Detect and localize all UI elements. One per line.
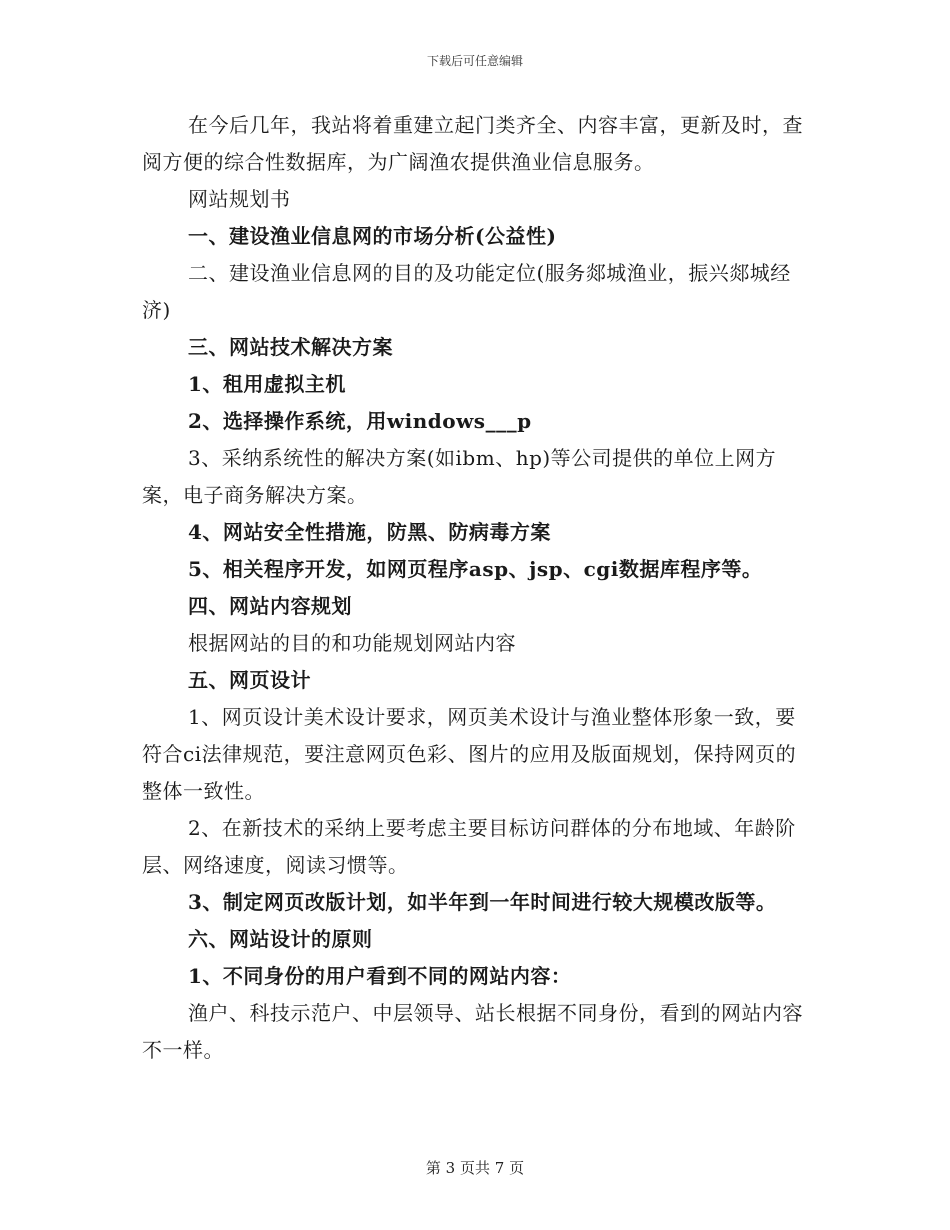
item-new-technology: 2、在新技术的采纳上要考虑主要目标访问群体的分布地域、年龄阶层、网络速度，阅读习惯等。 (142, 816, 796, 877)
item-security: 4、网站安全性措施，防黑、防病毒方案 (188, 520, 551, 544)
paragraph-plan-title: 网站规划书 (188, 187, 291, 211)
heading-section-6: 六、网站设计的原则 (188, 927, 373, 951)
heading-section-1: 一、建设渔业信息网的市场分析(公益性) (188, 224, 557, 248)
item-operating-system: 2、选择操作系统，用windows___p (188, 409, 532, 433)
page-header: 下载后可任意编辑 (426, 54, 523, 68)
item-solution: 3、采纳系统性的解决方案(如ibm、hp)等公司提供的单位上网方案，电子商务解决方案。 (142, 446, 777, 507)
heading-section-5: 五、网页设计 (188, 668, 311, 692)
paragraph-section-2: 二、建设渔业信息网的目的及功能定位(服务郯城渔业，振兴郯城经济) (142, 261, 791, 322)
paragraph-content-plan: 根据网站的目的和功能规划网站内容 (188, 631, 516, 655)
item-art-design: 1、网页设计美术设计要求，网页美术设计与渔业整体形象一致，要符合ci法律规范，要注意网页色彩、图片的应用及版面规划，保持网页的整体一致性。 (142, 705, 797, 803)
paragraph-intro: 在今后几年，我站将着重建立起门类齐全、内容丰富，更新及时，查阅方便的综合性数据库，为广阔渔农提供渔业信息服务。 (142, 113, 803, 174)
document-body (142, 107, 810, 1069)
item-user-identity: 1、不同身份的用户看到不同的网站内容： (188, 964, 572, 988)
item-virtual-host: 1、租用虚拟主机 (188, 372, 346, 396)
item-revision-plan: 3、制定网页改版计划，如半年到一年时间进行较大规模改版等。 (188, 890, 777, 914)
page-number: 第 3 页共 7 页 (425, 1159, 525, 1177)
item-program-development: 5、相关程序开发，如网页程序asp、jsp、cgi数据库程序等。 (188, 557, 763, 581)
heading-section-4: 四、网站内容规划 (188, 594, 352, 618)
heading-section-3: 三、网站技术解决方案 (188, 335, 393, 359)
paragraph-user-identity: 渔户、科技示范户、中层领导、站长根据不同身份，看到的网站内容不一样。 (142, 1001, 803, 1062)
